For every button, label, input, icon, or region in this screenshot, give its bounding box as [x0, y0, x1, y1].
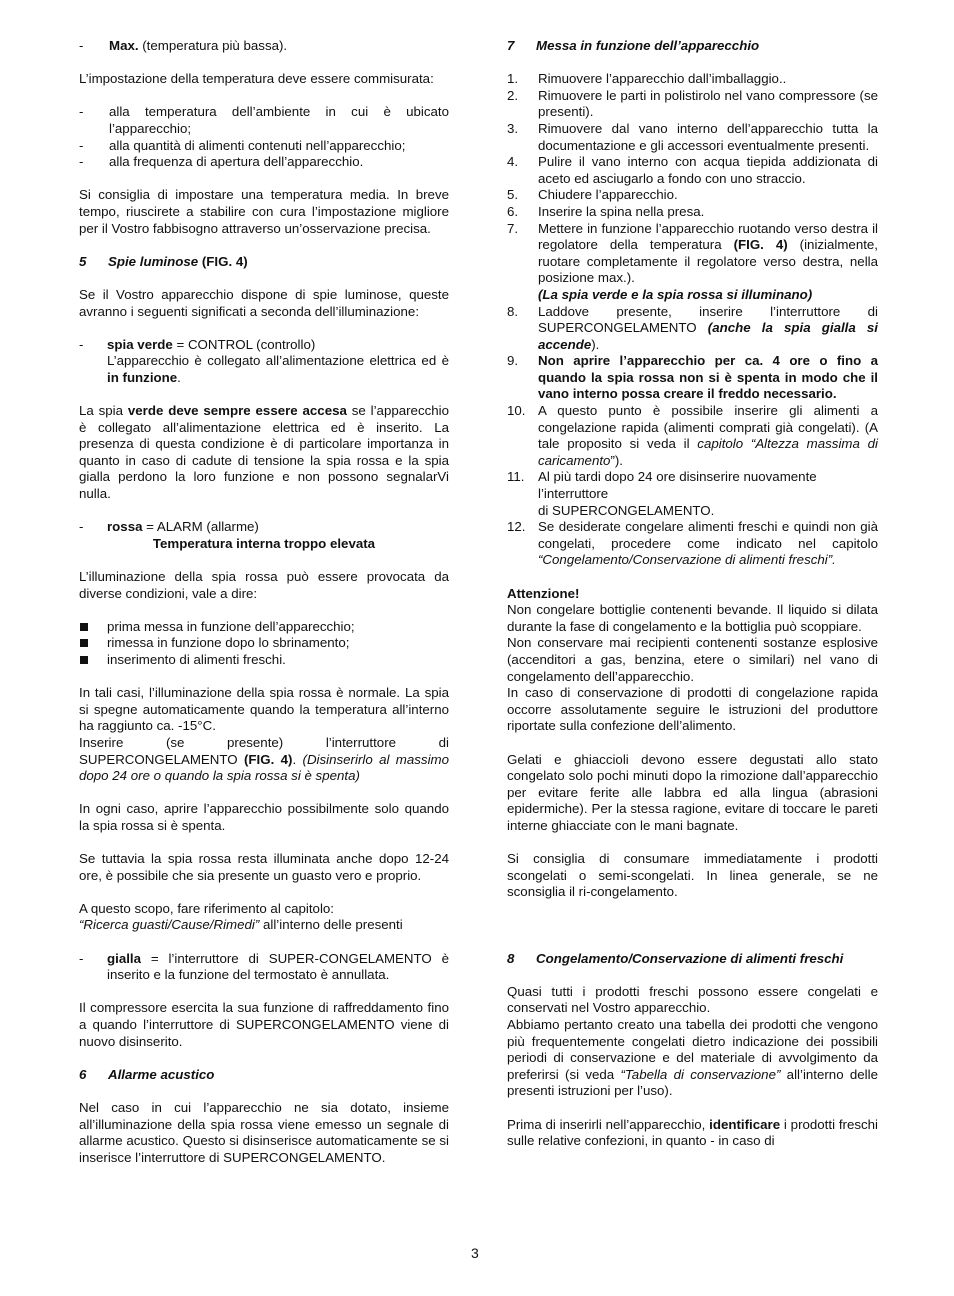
list-item: 4. Pulire il vano interno con acqua tiepida addizionata di aceto ed asciugarlo a fondo con uno straccio. — [507, 154, 878, 186]
paragraph-spie: Se il Vostro apparecchio dispone di spie luminose, queste avranno i seguenti significati a seconda dell’illuminazione: — [79, 286, 449, 319]
paragraph-att2: Non conservare mai recipienti contenenti sostanze esplosive (accenditori a gas, benzina, etere o similari) nel vano di congelamento dell’apparecchio. — [507, 635, 878, 684]
list-item: 9. Non aprire l’apparecchio per ca. 4 ore o fino a quando la spia rossa non si è spenta in modo che il vano interno possa creare il freddo necessario. — [507, 353, 878, 402]
paragraph-inserire: Inserire (se presente) l’interruttore di SUPERCONGELAMENTO (FIG. 4). (Disinserirlo al massimo dopo 24 ore o quando la spia rossa si è spenta) — [79, 734, 449, 784]
list-item: - alla frequenza di apertura dell’apparecchio. — [79, 154, 364, 170]
list-item: 6. Inserire la spina nella presa. — [507, 203, 705, 219]
paragraph-att1: Non congelare bottiglie contenenti bevande. Il liquido si dilata durante la fase di congelamento e la bottiglia può scoppiare. — [507, 602, 878, 634]
list-item: 11. Al più tardi dopo 24 ore disinserire nuovamente l’interruttore di SUPERCONGELAMENTO. — [507, 469, 817, 518]
list-item: prima messa in funzione dell’apparecchio; — [79, 619, 449, 636]
max-line: - Max. (temperatura più bassa). — [79, 38, 288, 53]
paragraph-impostazione: L’impostazione della temperatura deve essere commisurata: — [79, 71, 434, 87]
list-item: 2. Rimuovere le parti in polistirolo nel vano compressore (se presenti). — [507, 87, 878, 120]
heading-5: 5 Spie luminose (FIG. 4) — [79, 253, 248, 269]
paragraph-scopo: A questo scopo, fare riferimento al capitolo: “Ricerca guasti/Cause/Rimedi” all’interno delle presenti — [79, 900, 403, 933]
paragraph-consumare: Si consiglia di consumare immediatamente i prodotti scongelati o semi-scongelati. In linea generale, se ne sconsiglia il ri-congelamento. — [507, 851, 878, 900]
left-column — [79, 38, 449, 1166]
paragraph-rossa: L’illuminazione della spia rossa può essere provocata da diverse condizioni, vale a dire: — [79, 569, 449, 601]
list-condizioni — [79, 104, 449, 170]
spia-rossa-item: - rossa = ALARM (allarme) — [79, 519, 259, 535]
heading-6: 6 Allarme acustico — [79, 1066, 215, 1082]
list-item: 3. Rimuovere dal vano interno dell’apparecchio tutta la documentazione e gli accessori eventualmente presenti. — [507, 120, 878, 153]
list-item: 12. Se desiderate congelare alimenti freschi e quindi non già congelati, procedere come indicato nel capitolo “Congelamento/Conservazione di alimenti freschi”. — [507, 519, 878, 568]
paragraph-verde: La spia verde deve sempre essere accesa se l’apparecchio è collegato all’alimentazione elettrica ed è inserito. La presenza di questa condizione è di particolare importanza in quanto in caso di cadute di tensione la spia rossa e la spia gialla perdono la loro funzione e non possono segnalarVi nulla. — [79, 403, 449, 502]
bullet-square-icon — [79, 635, 107, 652]
right-column — [507, 38, 878, 1150]
heading-7: 7 Messa in funzione dell’apparecchio — [507, 38, 760, 53]
list-item: 8. Laddove presente, inserire l’interruttore di SUPERCONGELAMENTO (anche la spia gialla si accende). — [507, 303, 878, 352]
paragraph-allarme: Nel caso in cui l’apparecchio ne sia dotato, insieme all’illuminazione della spia rossa viene emesso un segnale di allarme acustico. Questo si disinserisce automaticamente se si inserisce l’interruttore di SUPERCONGELAMENTO. — [79, 1100, 449, 1165]
list-item: rimessa in funzione dopo lo sbrinamento; — [79, 635, 449, 652]
paragraph-tabella: Abbiamo pertanto creato una tabella dei prodotti che vengono più frequentemente congelati dietro indicazione dei possibili periodi di conservazione e del materiale di avvolgimento da preferirsi (si veda “Tabella di conservazione” all’interno delle presenti istruzioni per l’uso). — [507, 1017, 878, 1099]
list-item: inserimento di alimenti freschi. — [79, 652, 449, 669]
list-item: - alla temperatura dell’ambiente in cui è ubicato l’apparecchio; — [79, 104, 449, 136]
paragraph-gelati: Gelati e ghiaccioli devono essere degustati allo stato congelato solo pochi minuti dopo la rimozione dall’apparecchio per evitare ferite alle labbra ed alla lingua (abrasioni epidermiche). Per la stessa ragione, evitare di toccare le pareti interne ghiacciate con le mani bagnate. — [507, 751, 878, 833]
paragraph-normale: In tali casi, l’illuminazione della spia rossa è normale. La spia si spegne automaticamente quando la temperatura all’interno ha raggiunto ca. -15°C. — [79, 685, 449, 734]
steps-list — [507, 71, 878, 569]
paragraph-ogni-caso: In ogni caso, aprire l’apparecchio possibilmente solo quando la spia rossa si è spenta. — [79, 801, 449, 833]
bullet-square-icon — [79, 619, 107, 636]
list-item: - alla quantità di alimenti contenuti nell’apparecchio; — [79, 137, 406, 153]
list-item: 5. Chiudere l’apparecchio. — [507, 187, 678, 203]
paragraph-prima: Prima di inserirli nell’apparecchio, identificare i prodotti freschi sulle relative confezioni, in quanto - in caso di — [507, 1116, 878, 1149]
paragraph-consiglia: Si consiglia di impostare una temperatura media. In breve tempo, riuscirete a stabilire con cura l’impostazione migliore per il Vostro fabbisogno attraverso un’osservazione precisa. — [79, 187, 449, 236]
rossa-subtitle: Temperatura interna troppo elevata — [152, 535, 376, 551]
list-item: 7. Mettere in funzione l’apparecchio ruotando verso destra il regolatore della temperatura (FIG. 4) (inizialmente, ruotare completamente il regolatore verso destra, nella posizione max.). (La spia verde e la spia rossa si illuminano) — [507, 220, 878, 302]
list-item: 10. A questo punto è possibile inserire gli alimenti a congelazione rapida (alimenti comprati già congelati). (A tale proposito si veda il capitolo “Altezza massima di caricamento”). — [507, 403, 878, 468]
list-item: 1. Rimuovere l’apparecchio dall’imballaggio.. — [507, 71, 787, 87]
bullet-square-icon — [79, 652, 107, 669]
paragraph-compressore: Il compressore esercita la sua funzione di raffreddamento fino a quando l’interruttore di SUPERCONGELAMENTO viene di nuovo disinserito. — [79, 1000, 449, 1049]
attenzione-heading: Attenzione! — [507, 585, 580, 601]
spia-gialla-item: - gialla = l’interruttore di SUPER-CONGELAMENTO è inserito e la funzione del termostato è annullata. — [79, 950, 449, 983]
paragraph-quasi: Quasi tutti i prodotti freschi possono essere congelati e conservati nel Vostro apparecchio. — [507, 983, 878, 1016]
page-number: 3 — [471, 1245, 479, 1261]
spia-verde-item: - spia verde = CONTROL (controllo) L’apparecchio è collegato all’alimentazione elettrica ed è in funzione. — [79, 336, 449, 385]
heading-8: 8 Congelamento/Conservazione di alimenti freschi — [507, 950, 844, 966]
list-cause — [79, 619, 449, 669]
paragraph-tuttavia: Se tuttavia la spia rossa resta illuminata anche dopo 12-24 ore, è possibile che sia presente un guasto vero e proprio. — [79, 851, 449, 883]
paragraph-att3: In caso di conservazione di prodotti di congelazione rapida occorre assolutamente seguire le istruzioni del produttore riportate sulla confezione dell’alimento. — [507, 685, 878, 734]
